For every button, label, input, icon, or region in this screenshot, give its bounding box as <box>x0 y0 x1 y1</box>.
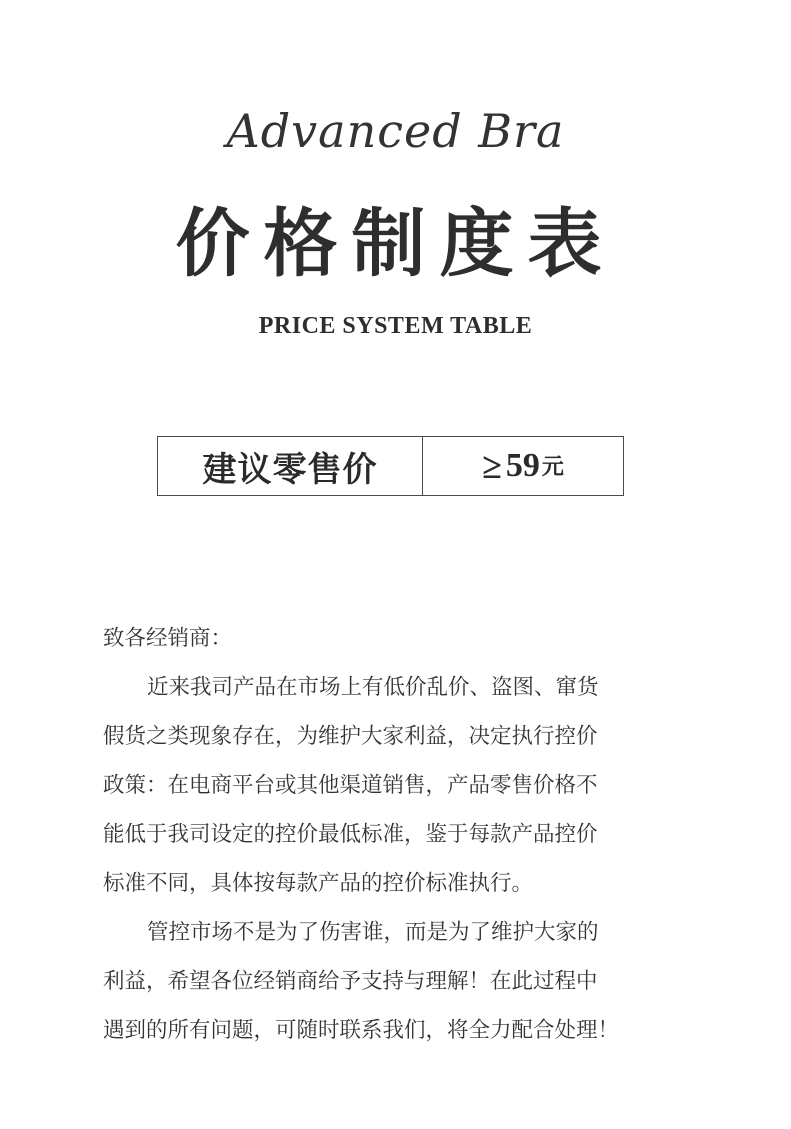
retail-price-value <box>423 437 623 495</box>
letter-line: 利益，希望各位经销商给予支持与理解！在此过程中 <box>103 969 598 994</box>
letter-line: 遇到的所有问题，可随时联系我们，将全力配合处理！ <box>103 1018 620 1043</box>
letter-line: 能低于我司设定的控价最低标准，鉴于每款产品控价 <box>103 822 598 847</box>
page-subtitle: PRICE SYSTEM TABLE <box>258 313 533 339</box>
letter-line: 管控市场不是为了伤害谁，而是为了维护大家的 <box>147 920 599 945</box>
price-amount: 59 <box>505 447 540 484</box>
letter-line: 假货之类现象存在，为维护大家利益，决定执行控价 <box>103 724 598 749</box>
brand-logo-text: Advanced Bra <box>226 104 565 158</box>
letter-line: 近来我司产品在市场上有低价乱价、盗图、窜货 <box>147 675 599 700</box>
price-table <box>157 436 624 496</box>
dealer-letter <box>103 614 703 1055</box>
page-title: 价格制度表 <box>175 201 616 287</box>
letter-line: 标准不同，具体按每款产品的控价标准执行。 <box>103 871 534 896</box>
price-symbol: ≥ <box>482 446 502 486</box>
letter-line: 政策：在电商平台或其他渠道销售，产品零售价格不 <box>103 773 598 798</box>
letter-greeting: 致各经销商： <box>103 626 233 651</box>
retail-price-label: 建议零售价 <box>158 437 423 495</box>
price-unit: 元 <box>541 454 564 479</box>
